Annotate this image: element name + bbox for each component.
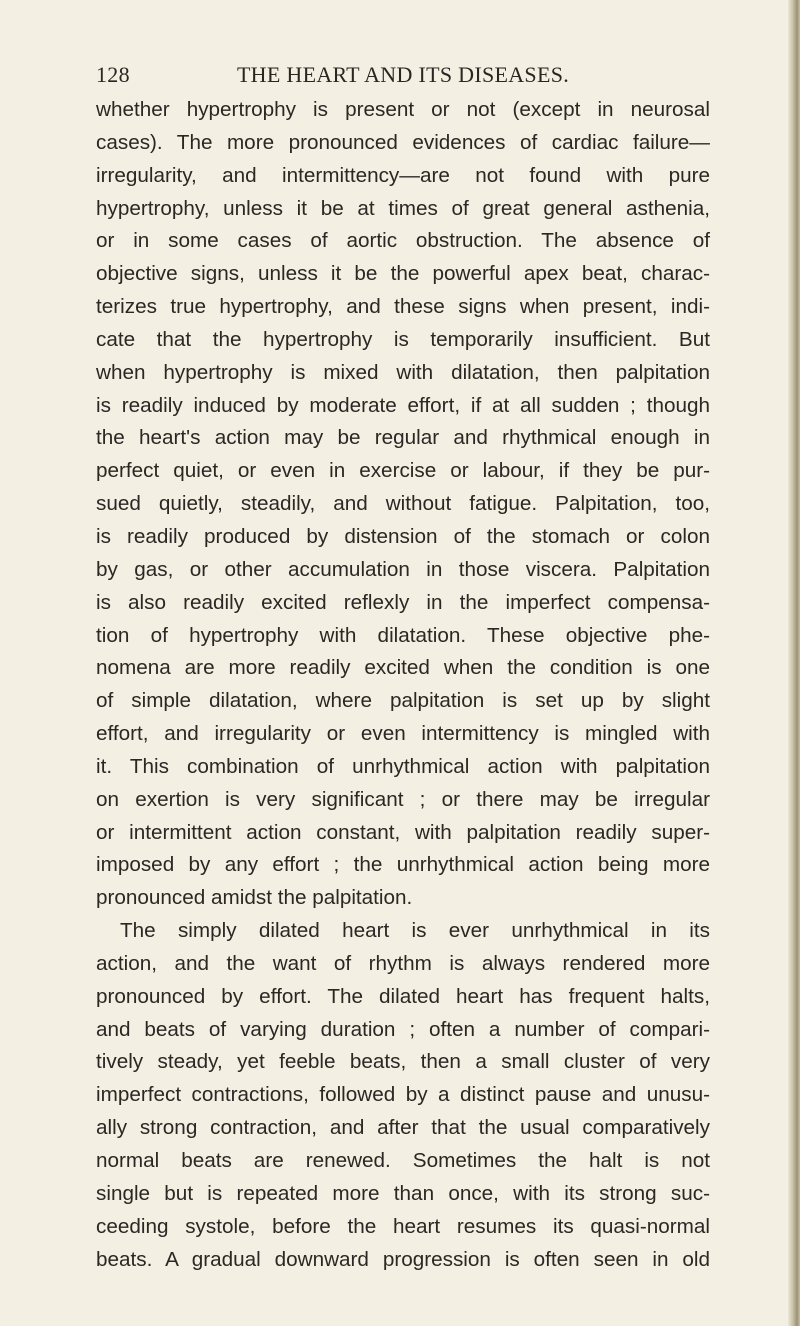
text-line: pronounced by effort. The dilated heart has frequent halts,: [96, 984, 710, 1008]
text-line: on exertion is very significant ; or there may be irregular: [96, 787, 710, 811]
body-text: [96, 94, 710, 1276]
text-line: of simple dilatation, where palpitation is set up by slight: [96, 689, 710, 713]
text-line: perfect quiet, or even in exercise or labour, if they be pur-: [96, 459, 710, 483]
text-line: hypertrophy, unless it be at times of great general asthenia,: [96, 196, 710, 220]
text-line: or intermittent action constant, with palpitation readily super-: [96, 820, 710, 844]
text-line: irregularity, and intermittency—are not found with pure: [96, 163, 710, 187]
text-line: by gas, or other accumulation in those viscera. Palpitation: [96, 557, 710, 581]
text-line: imposed by any effort ; the unrhythmical action being more: [96, 853, 710, 877]
text-line: cases). The more pronounced evidences of cardiac failure—: [96, 130, 710, 154]
text-line: normal beats are renewed. Sometimes the halt is not: [96, 1149, 710, 1172]
page-edge-shadow: [788, 0, 800, 1326]
text-line: nomena are more readily excited when the condition is one: [96, 656, 710, 680]
text-line: single but is repeated more than once, with its strong suc-: [96, 1181, 710, 1205]
page-number: 128: [96, 62, 130, 87]
text-line: it. This combination of unrhythmical action with palpitation: [96, 754, 710, 778]
paragraph-start-line: The simply dilated heart is ever unrhythmical in its: [120, 919, 710, 943]
text-line: is readily produced by distension of the stomach or colon: [96, 524, 710, 548]
text-line: cate that the hypertrophy is temporarily insufficient. But: [96, 327, 710, 351]
text-line: ceeding systole, before the heart resumes its quasi-normal: [96, 1214, 710, 1238]
text-line: and beats of varying duration ; often a number of compari-: [96, 1017, 710, 1041]
text-line: effort, and irregularity or even intermittency is mingled with: [96, 722, 710, 746]
text-line: when hypertrophy is mixed with dilatation, then palpitation: [96, 360, 710, 384]
text-line: whether hypertrophy is present or not (except in neurosal: [96, 98, 710, 121]
text-line: sued quietly, steadily, and without fatigue. Palpitation, too,: [96, 492, 710, 516]
paragraph-end-line: pronounced amidst the palpitation.: [96, 886, 413, 910]
text-line: tion of hypertrophy with dilatation. These objective phe-: [96, 623, 710, 647]
text-line: is also readily excited reflexly in the imperfect compensa-: [96, 590, 710, 614]
text-line: action, and the want of rhythm is always rendered more: [96, 951, 710, 975]
text-line: imperfect contractions, followed by a distinct pause and unusu-: [96, 1083, 710, 1107]
text-line: beats. A gradual downward progression is often seen in old: [96, 1247, 710, 1271]
text-line: ally strong contraction, and after that the usual comparatively: [96, 1116, 710, 1140]
text-line: terizes true hypertrophy, and these signs when present, indi-: [96, 295, 710, 319]
text-line: tively steady, yet feeble beats, then a small cluster of very: [96, 1050, 710, 1074]
text-line: is readily induced by moderate effort, if at all sudden ; though: [96, 393, 710, 417]
text-line: or in some cases of aortic obstruction. The absence of: [96, 229, 710, 253]
running-title: THE HEART AND ITS DISEASES.: [236, 62, 570, 87]
text-line: objective signs, unless it be the powerful apex beat, charac-: [96, 262, 710, 286]
text-line: the heart's action may be regular and rhythmical enough in: [96, 426, 710, 450]
running-head: [96, 62, 710, 94]
